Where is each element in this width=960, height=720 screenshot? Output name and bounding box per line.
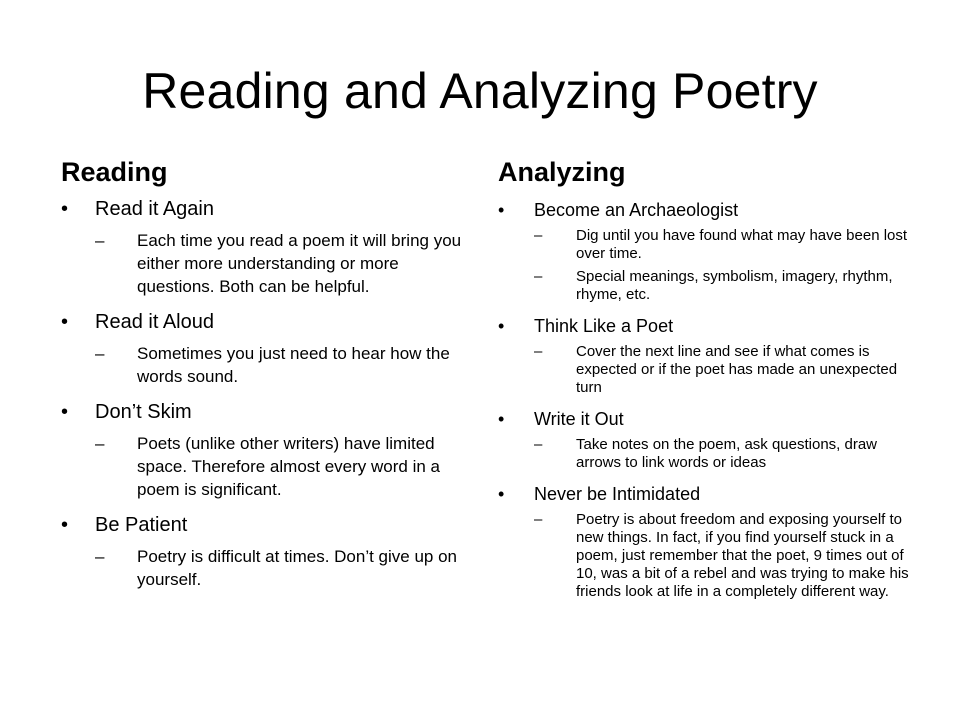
dash-icon: – xyxy=(534,511,543,528)
sub-text: Poetry is about freedom and exposing yourself to new things. In fact, if you find yourself stuck in a poem, just remember that the poet, 9 times out of 10, was a bit of a rebel and was trying to make his friends look at life in a completely different way. xyxy=(576,511,909,600)
sub-text: Poetry is difficult at times. Don’t give up on yourself. xyxy=(137,547,458,589)
sub-item xyxy=(534,436,918,472)
sub-list xyxy=(95,229,466,298)
slide-title: Reading and Analyzing Poetry xyxy=(142,63,818,119)
bullet-icon: • xyxy=(61,514,69,536)
analyzing-list xyxy=(498,197,918,601)
sub-text: Cover the next line and see if what comes is expected or if the poet has made an unexpected turn xyxy=(576,343,898,396)
sub-text: Special meanings, symbolism, imagery, rhythm, rhyme, etc. xyxy=(576,268,893,303)
bullet-icon: • xyxy=(498,409,505,429)
dash-icon: – xyxy=(534,268,543,285)
analyzing-heading: Analyzing xyxy=(498,157,626,187)
bullet-item-never-intimidated xyxy=(498,481,918,601)
bullet-label: Don’t Skim xyxy=(95,401,192,423)
reading-column xyxy=(61,155,466,591)
reading-heading: Reading xyxy=(61,157,168,187)
bullet-label: Never be Intimidated xyxy=(534,484,701,504)
reading-list xyxy=(61,195,466,591)
bullet-icon: • xyxy=(61,401,69,423)
dash-icon: – xyxy=(534,343,543,360)
sub-item xyxy=(95,229,466,298)
bullet-item-dont-skim xyxy=(61,398,466,501)
bullet-item-be-patient xyxy=(61,511,466,591)
sub-item xyxy=(95,432,466,501)
sub-list xyxy=(95,342,466,388)
bullet-label: Read it Again xyxy=(95,198,214,220)
bullet-label: Think Like a Poet xyxy=(534,316,674,336)
sub-list xyxy=(95,545,466,591)
sub-item xyxy=(95,342,466,388)
bullet-icon: • xyxy=(498,316,505,336)
dash-icon: – xyxy=(95,547,105,566)
bullet-icon: • xyxy=(498,484,505,504)
sub-item xyxy=(534,343,918,397)
sub-item xyxy=(534,511,918,601)
bullet-item-read-aloud xyxy=(61,308,466,388)
sub-list xyxy=(534,227,918,304)
sub-text: Take notes on the poem, ask questions, draw arrows to link words or ideas xyxy=(576,436,878,471)
sub-item xyxy=(95,545,466,591)
sub-text: Dig until you have found what may have been lost over time. xyxy=(576,227,908,262)
bullet-label: Read it Aloud xyxy=(95,311,214,333)
sub-text: Sometimes you just need to hear how the words sound. xyxy=(137,344,450,386)
bullet-item-think-like-poet xyxy=(498,313,918,397)
bullet-icon: • xyxy=(498,200,505,220)
sub-list xyxy=(534,343,918,397)
bullet-label: Be Patient xyxy=(95,514,188,536)
sub-item xyxy=(534,227,918,263)
sub-item xyxy=(534,268,918,304)
bullet-item-archaeologist xyxy=(498,197,918,304)
dash-icon: – xyxy=(534,436,543,453)
sub-text: Poets (unlike other writers) have limited space. Therefore almost every word in a poem is significant. xyxy=(137,434,440,499)
bullet-label: Become an Archaeologist xyxy=(534,200,739,220)
bullet-label: Write it Out xyxy=(534,409,624,429)
sub-list xyxy=(534,511,918,601)
sub-list xyxy=(95,432,466,501)
sub-text: Each time you read a poem it will bring you either more understanding or more questions. Both can be helpful. xyxy=(137,231,462,296)
sub-list xyxy=(534,436,918,472)
bullet-icon: • xyxy=(61,198,69,220)
bullet-item-read-again xyxy=(61,195,466,298)
dash-icon: – xyxy=(95,231,105,250)
analyzing-column xyxy=(498,155,918,601)
dash-icon: – xyxy=(95,434,105,453)
dash-icon: – xyxy=(95,344,105,363)
bullet-item-write-it-out xyxy=(498,406,918,472)
dash-icon: – xyxy=(534,227,543,244)
bullet-icon: • xyxy=(61,311,69,333)
